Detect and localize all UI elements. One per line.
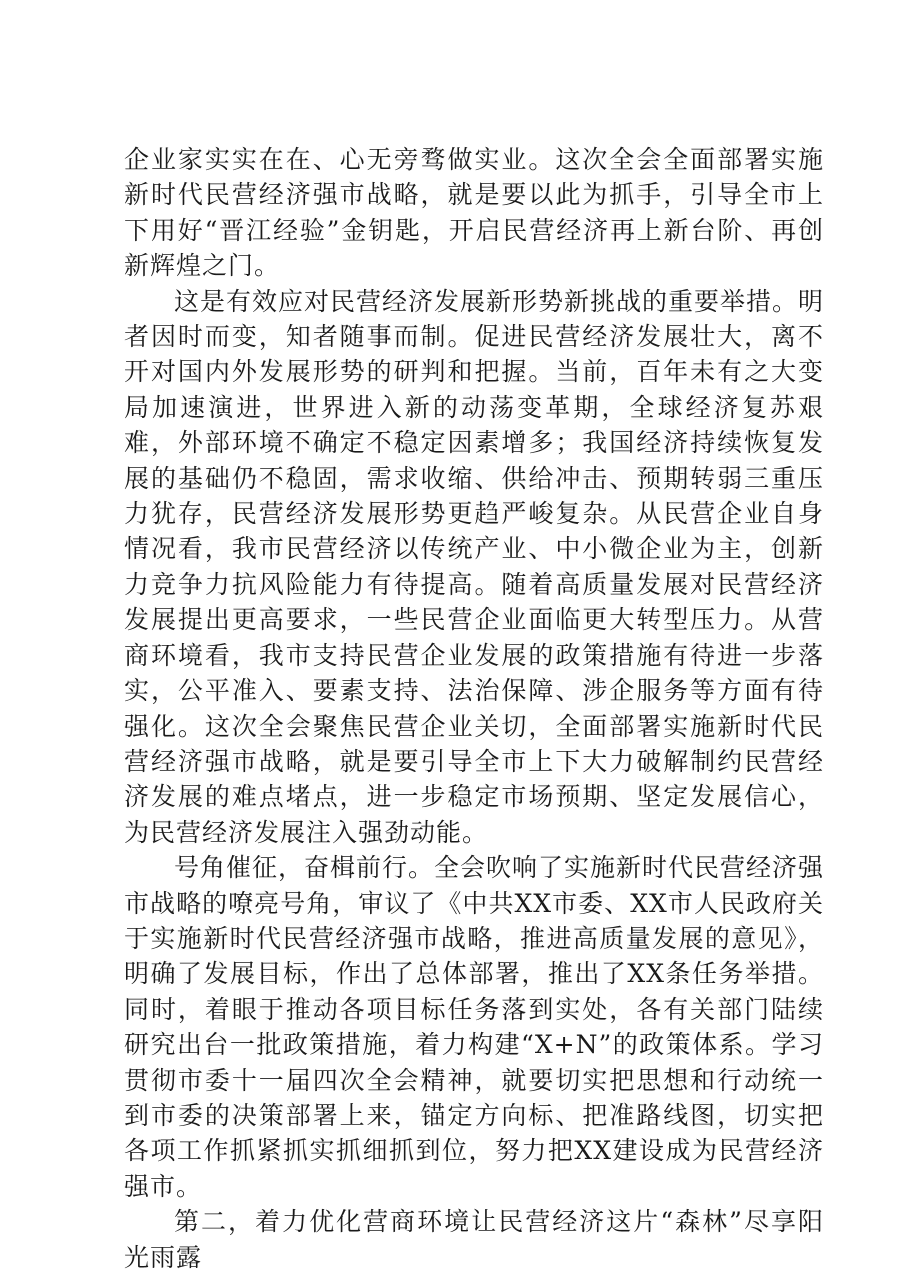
paragraph-continuation: 企业家实实在在、心无旁骛做实业。这次全会全面部署实施新时代民营经济强市战略，就是要以此为抓手，引导全市上下用好“晋江经验”金钥匙，开启民营经济再上新台阶、再创新辉煌之门。 <box>124 145 824 281</box>
section-heading-second: 第二，着力优化营商环境让民营经济这片“森林”尽享阳光雨露 <box>124 1207 824 1272</box>
paragraph-call-to-action: 号角催征，奋楫前行。全会吹响了实施新时代民营经济强市战略的嘹亮号角，审议了《中共XX市委、XX市人民政府关于实施新时代民营经济强市战略，推进高质量发展的意见》，明确了发展目标，作出了总体部署，推出了XX条任务举措。同时，着眼于推动各项目标任务落到实处，各有关部门陆续研究出台一批政策措施，着力构建“X+N”的政策体系。学习贯彻市委十一届四次全会精神，就要切实把思想和行动统一到市委的决策部署上来，锚定方向标、把准路线图，切实把各项工作抓紧抓实抓细抓到位，努力把XX建设成为民营经济强市。 <box>124 853 825 1201</box>
paragraph-challenges: 这是有效应对民营经济发展新形势新挑战的重要举措。明者因时而变，知者随事而制。促进民营经济发展壮大，离不开对国内外发展形势的研判和把握。当前，百年未有之大变局加速演进，世界进入新的动荡变革期，全球经济复苏艰难，外部环境不确定不稳定因素增多；我国经济持续恢复发展的基础仍不稳固，需求收缩、供给冲击、预期转弱三重压力犹存，民营经济发展形势更趋严峻复杂。从民营企业自身情况看，我市民营经济以传统产业、中小微企业为主，创新力竞争力抗风险能力有待提高。随着高质量发展对民营经济发展提出更高要求，一些民营企业面临更大转型压力。从营商环境看，我市支持民营企业发展的政策措施有待进一步落实，公平准入、要素支持、法治保障、涉企服务等方面有待强化。这次全会聚焦民营企业关切，全面部署实施新时代民营经济强市战略，就是要引导全市上下大力破解制约民营经济发展的难点堵点，进一步稳定市场预期、坚定发展信心，为民营经济发展注入强劲动能。 <box>124 286 825 847</box>
document-body <box>124 142 824 1275</box>
